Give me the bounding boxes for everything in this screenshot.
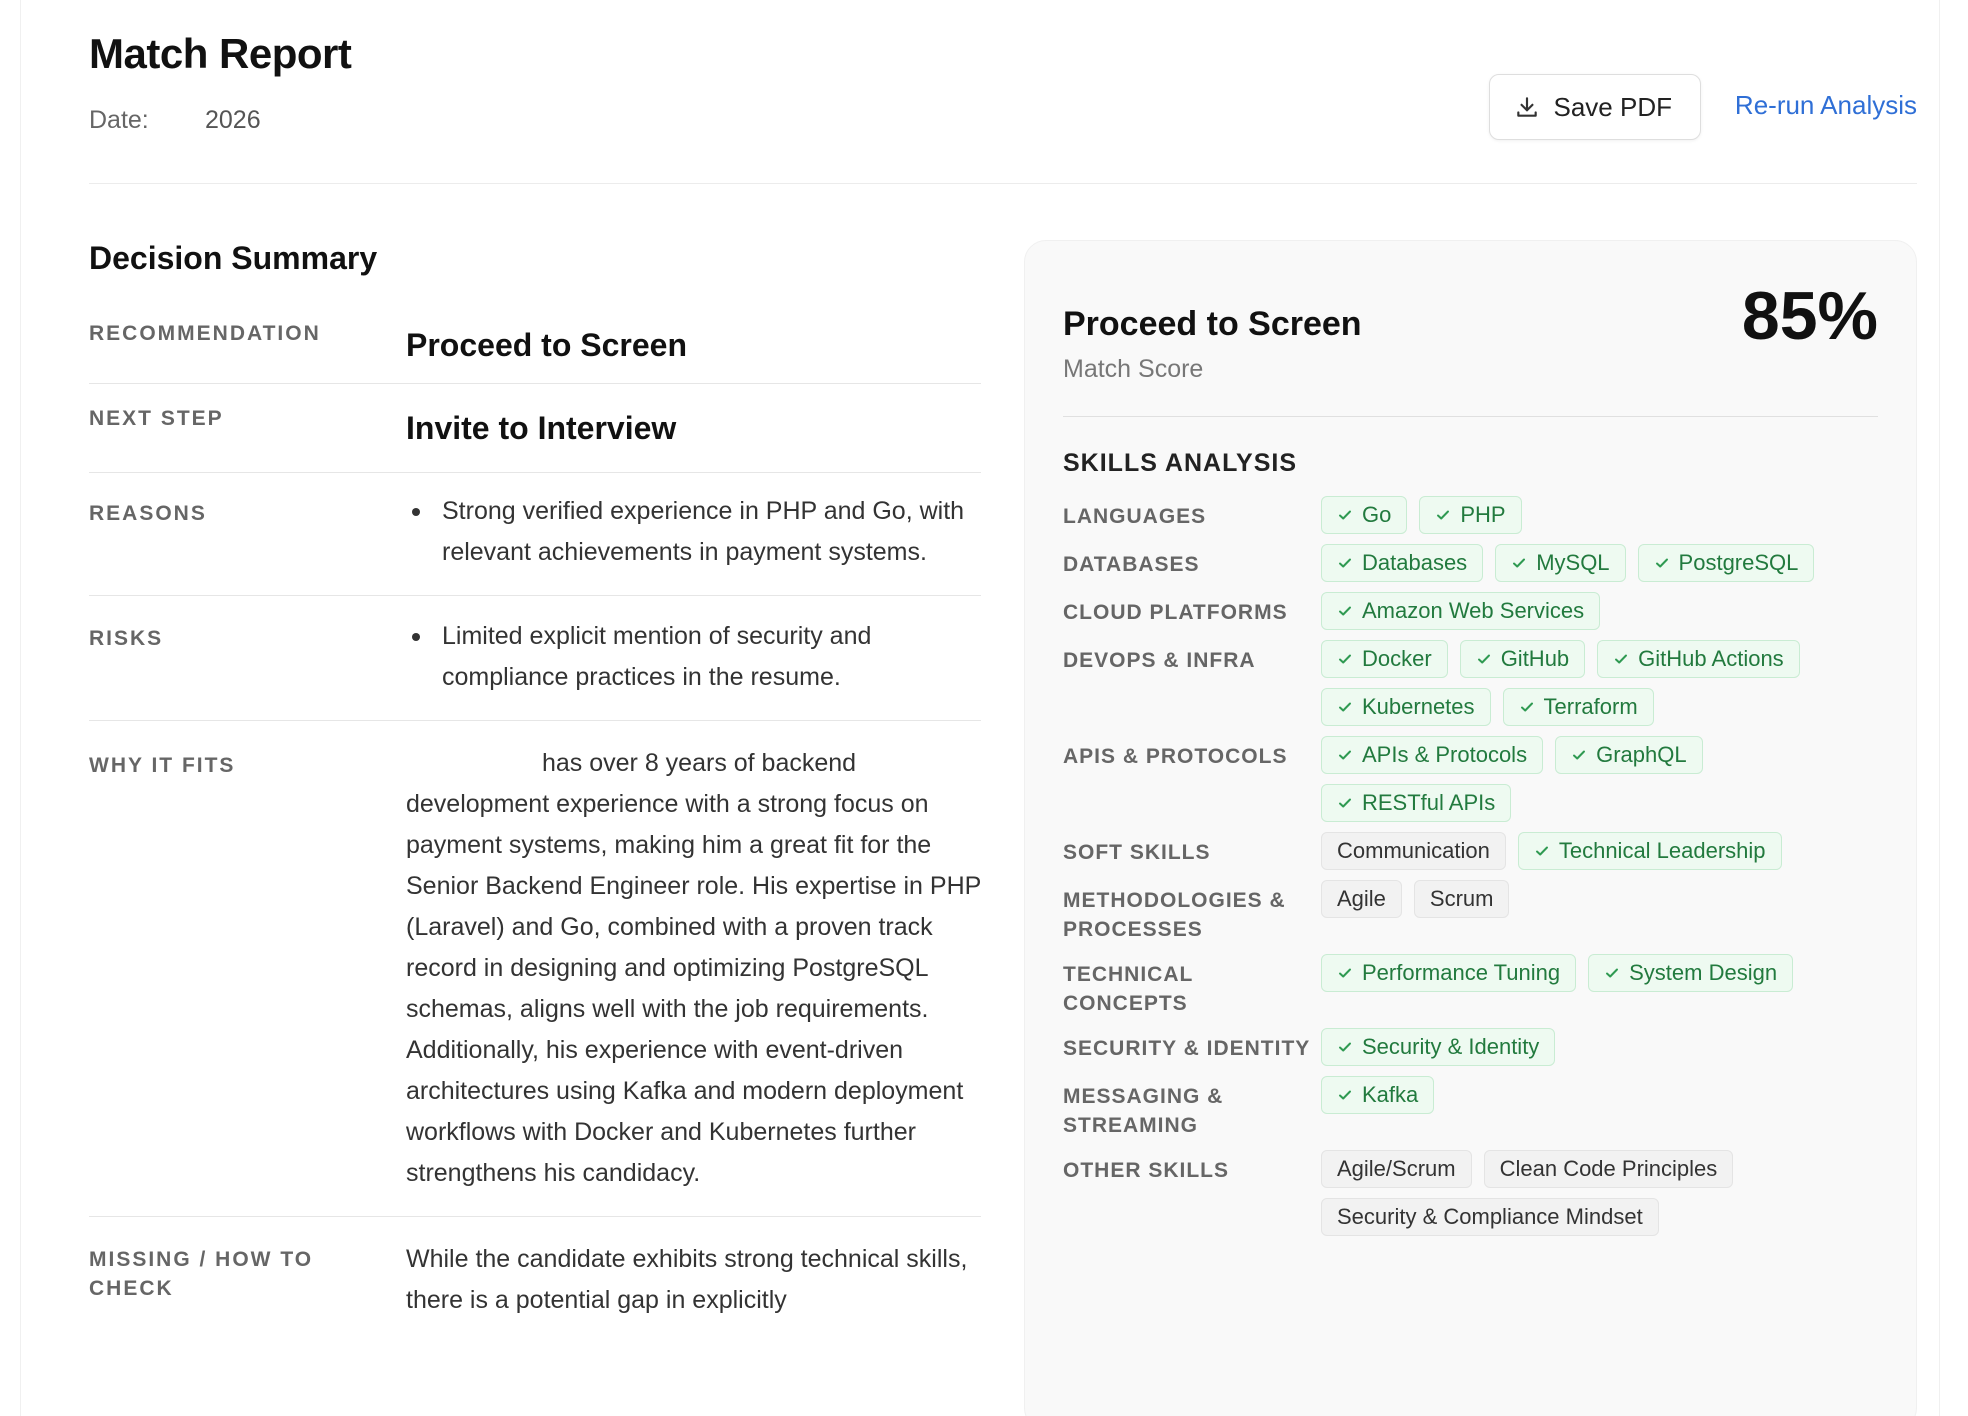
skill-category-label: SOFT SKILLS xyxy=(1063,841,1211,864)
skill-chip-list xyxy=(1321,496,1878,534)
check-icon xyxy=(1511,555,1527,571)
skill-chip-matched xyxy=(1597,640,1800,678)
reasons-label: REASONS xyxy=(89,502,207,525)
decision-summary xyxy=(89,240,981,1343)
skill-category-row xyxy=(1063,1028,1878,1066)
skill-category-label: MESSAGING & STREAMING xyxy=(1063,1085,1224,1137)
skill-chip-list xyxy=(1321,640,1878,726)
skill-chip-text: Docker xyxy=(1362,646,1432,671)
check-icon xyxy=(1337,1087,1353,1103)
skill-category-label: APIS & PROTOCOLS xyxy=(1063,745,1288,768)
skill-chip-matched xyxy=(1321,1076,1434,1114)
reason-item: Strong verified experience in PHP and Go, with relevant achievements in payment systems. xyxy=(406,491,981,573)
skill-category-label: DATABASES xyxy=(1063,553,1200,576)
recommendation-label: RECOMMENDATION xyxy=(89,322,321,345)
recommendation-value: Proceed to Screen xyxy=(406,327,687,363)
check-icon xyxy=(1337,555,1353,571)
skill-chip-text: Kubernetes xyxy=(1362,694,1475,719)
skill-chip-matched xyxy=(1321,784,1511,822)
skills-analysis-title: SKILLS ANALYSIS xyxy=(1063,449,1298,477)
skill-chip-text: Communication xyxy=(1337,838,1490,863)
check-icon xyxy=(1604,965,1620,981)
why-it-fits-value xyxy=(406,743,981,1194)
skill-chip-matched xyxy=(1321,496,1407,534)
missing-value: While the candidate exhibits strong technical skills, there is a potential gap in explicitly xyxy=(406,1245,968,1314)
next-step-value: Invite to Interview xyxy=(406,410,677,446)
skill-chip-text: Kafka xyxy=(1362,1082,1419,1107)
reasons-row xyxy=(89,473,981,596)
skill-chip-list xyxy=(1321,1150,1878,1236)
score-header xyxy=(1063,241,1878,417)
skill-chip-text: APIs & Protocols xyxy=(1362,742,1528,767)
skill-category-label: OTHER SKILLS xyxy=(1063,1159,1230,1182)
skill-category-row xyxy=(1063,1150,1878,1236)
skill-category-row xyxy=(1063,832,1878,870)
skill-category-row xyxy=(1063,592,1878,630)
skill-chip-text: GraphQL xyxy=(1596,742,1687,767)
skill-chip-matched xyxy=(1321,1028,1555,1066)
check-icon xyxy=(1571,747,1587,763)
skill-chip-matched xyxy=(1518,832,1782,870)
skill-category-label: METHODOLOGIES & PROCESSES xyxy=(1063,889,1286,941)
skill-chip-matched xyxy=(1321,954,1576,992)
skill-chip-list xyxy=(1321,880,1878,944)
skill-chip-matched xyxy=(1503,688,1654,726)
skill-chip-list xyxy=(1321,544,1878,582)
skill-chip-matched xyxy=(1321,544,1483,582)
next-step-row xyxy=(89,384,981,473)
check-icon xyxy=(1337,651,1353,667)
reasons-list xyxy=(406,491,981,573)
skill-chip xyxy=(1414,880,1510,918)
page-title: Match Report xyxy=(89,30,352,77)
skill-category-row xyxy=(1063,640,1878,726)
skill-chip-list xyxy=(1321,736,1878,822)
skill-chip-text: Go xyxy=(1362,502,1392,527)
skill-chip-list xyxy=(1321,1076,1878,1140)
why-it-fits-row xyxy=(89,721,981,1217)
section-title: Decision Summary xyxy=(89,240,378,276)
skill-chip-text: PHP xyxy=(1460,502,1506,527)
skill-chip-text: MySQL xyxy=(1536,550,1610,575)
save-pdf-button[interactable] xyxy=(1489,74,1702,140)
rerun-analysis-link[interactable]: Re-run Analysis xyxy=(1734,90,1917,120)
skill-chip-matched xyxy=(1321,640,1448,678)
skills-analysis xyxy=(1063,496,1878,1236)
risks-list xyxy=(406,616,981,698)
skill-chip xyxy=(1321,1150,1472,1188)
check-icon xyxy=(1534,843,1550,859)
skill-chip-matched xyxy=(1638,544,1815,582)
skill-chip-text: Agile/Scrum xyxy=(1337,1156,1456,1181)
next-step-label: NEXT STEP xyxy=(89,407,224,430)
skill-chip-text: Amazon Web Services xyxy=(1362,598,1585,623)
score-title: Proceed to Screen xyxy=(1063,305,1362,343)
check-icon xyxy=(1337,699,1353,715)
skill-chip-matched xyxy=(1321,688,1491,726)
skill-chip-text: Security & Compliance Mindset xyxy=(1337,1204,1643,1229)
skill-chip xyxy=(1321,880,1402,918)
check-icon xyxy=(1337,795,1353,811)
skill-chip-list xyxy=(1321,954,1878,1018)
skill-chip-text: GitHub Actions xyxy=(1638,646,1784,671)
skill-chip-list xyxy=(1321,592,1878,630)
report-header xyxy=(89,30,1917,184)
skill-chip-text: System Design xyxy=(1629,960,1778,985)
skill-chip xyxy=(1484,1150,1734,1188)
skill-category-label: SECURITY & IDENTITY xyxy=(1063,1037,1311,1060)
download-icon xyxy=(1514,94,1540,120)
skill-chip-matched xyxy=(1460,640,1585,678)
check-icon xyxy=(1654,555,1670,571)
skill-chip-text: Scrum xyxy=(1429,886,1494,911)
skill-category-row xyxy=(1063,954,1878,1018)
skill-chip-matched xyxy=(1495,544,1625,582)
skill-chip-matched xyxy=(1321,736,1543,774)
skill-chip-text: PostgreSQL xyxy=(1678,550,1799,575)
skill-chip-matched xyxy=(1419,496,1521,534)
skill-chip-matched xyxy=(1555,736,1703,774)
skill-chip-text: Databases xyxy=(1362,550,1468,575)
skill-chip-list xyxy=(1321,832,1878,870)
date-value: 2026 xyxy=(205,106,261,134)
missing-row xyxy=(89,1217,981,1343)
skill-category-row xyxy=(1063,544,1878,582)
check-icon xyxy=(1337,1039,1353,1055)
report-page xyxy=(20,0,1940,1416)
skill-category-label: LANGUAGES xyxy=(1063,505,1207,528)
skill-chip-text: RESTful APIs xyxy=(1362,790,1496,815)
skill-chip-text: Technical Leadership xyxy=(1558,838,1766,863)
check-icon xyxy=(1435,507,1451,523)
why-it-fits-text: has over 8 years of backend development experience with a strong focus on payment systems, making him a great fit for the Senior Backend Engineer role. His expertise in PHP (Laravel) and Go, combined with a proven track record in designing and optimizing PostgreSQL schemas, aligns well with the job requirements. Additionally, his experience with event-driven architectures using Kafka and modern deployment workflows with Docker and Kubernetes further strengthens his candidacy. xyxy=(406,749,981,1187)
skill-chip-text: GitHub xyxy=(1500,646,1570,671)
save-pdf-label: Save PDF xyxy=(1553,91,1672,122)
check-icon xyxy=(1337,507,1353,523)
risks-label: RISKS xyxy=(89,627,164,650)
skill-chip xyxy=(1321,1198,1659,1236)
skill-chip-text: Agile xyxy=(1337,886,1386,911)
skill-category-label: CLOUD PLATFORMS xyxy=(1063,601,1288,624)
skill-chip-text: Clean Code Principles xyxy=(1499,1156,1718,1181)
skill-category-label: TECHNICAL CONCEPTS xyxy=(1063,963,1193,1015)
score-panel xyxy=(1024,240,1917,1416)
risk-item: Limited explicit mention of security and compliance practices in the resume. xyxy=(406,616,981,698)
skill-chip-text: Security & Identity xyxy=(1362,1034,1540,1059)
match-score-value: 85% xyxy=(1741,278,1878,354)
skill-chip-matched xyxy=(1321,592,1600,630)
skill-chip-text: Terraform xyxy=(1543,694,1638,719)
skill-chip-matched xyxy=(1588,954,1793,992)
check-icon xyxy=(1337,747,1353,763)
date-row xyxy=(89,106,261,135)
date-label: Date: xyxy=(89,106,149,134)
risks-row xyxy=(89,596,981,721)
check-icon xyxy=(1613,651,1629,667)
score-subtitle: Match Score xyxy=(1063,355,1204,383)
check-icon xyxy=(1519,699,1535,715)
check-icon xyxy=(1476,651,1492,667)
check-icon xyxy=(1337,603,1353,619)
skill-chip xyxy=(1321,832,1506,870)
skill-category-row xyxy=(1063,736,1878,822)
skill-category-row xyxy=(1063,880,1878,944)
skill-category-row xyxy=(1063,1076,1878,1140)
skill-category-label: DEVOPS & INFRA xyxy=(1063,649,1256,672)
risks-value xyxy=(406,616,981,698)
skill-category-row xyxy=(1063,496,1878,534)
skill-chip-text: Performance Tuning xyxy=(1362,960,1561,985)
check-icon xyxy=(1337,965,1353,981)
recommendation-row xyxy=(89,299,981,384)
skill-chip-list xyxy=(1321,1028,1878,1066)
why-it-fits-label: WHY IT FITS xyxy=(89,754,236,777)
missing-label: MISSING / HOW TO CHECK xyxy=(89,1248,314,1300)
reasons-value xyxy=(406,491,981,573)
